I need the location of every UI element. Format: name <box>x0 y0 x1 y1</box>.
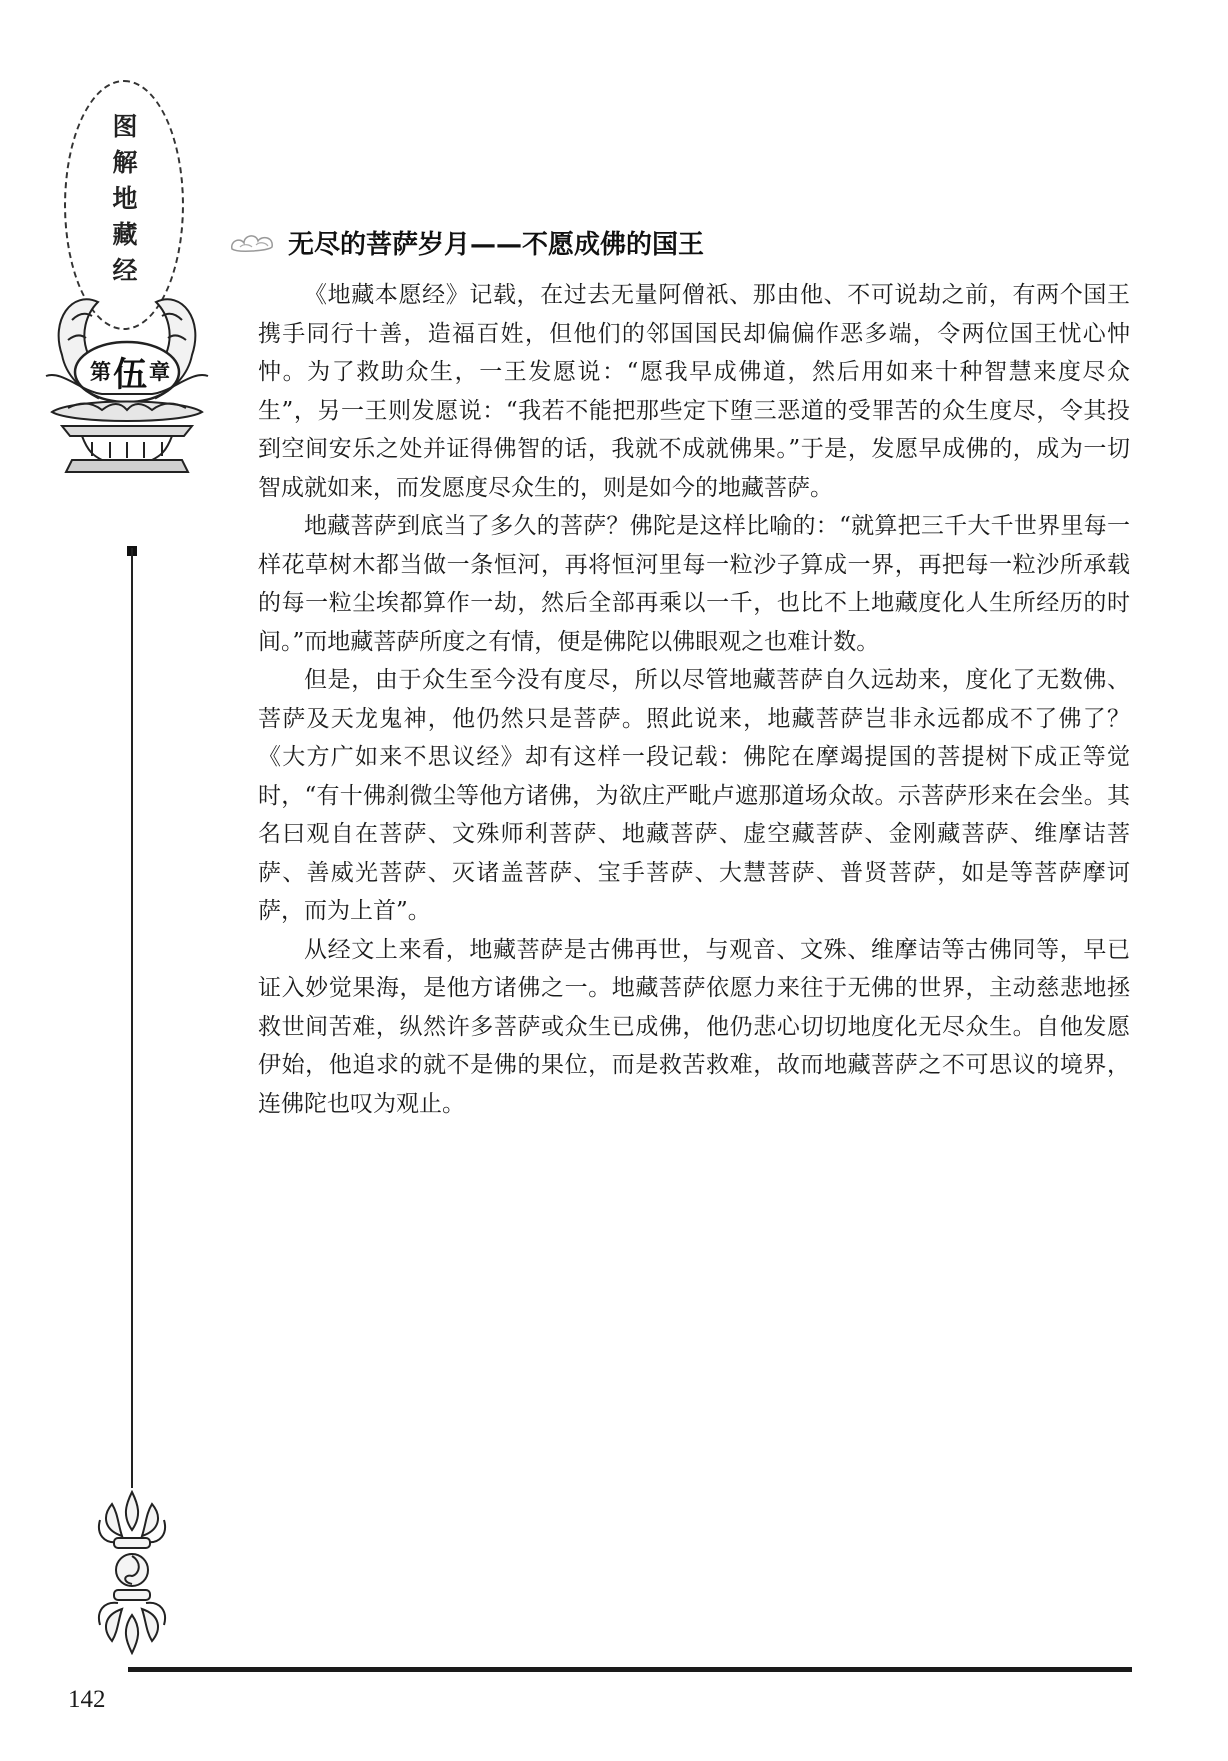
series-title <box>103 112 147 286</box>
chapter-number: 伍 <box>113 354 147 395</box>
sidebar-vertical-rule <box>131 548 133 1488</box>
section-heading <box>228 224 704 261</box>
footer-rule <box>128 1667 1132 1672</box>
series-title-char: 地 <box>112 184 138 213</box>
chapter-badge <box>84 349 176 393</box>
series-title-char: 藏 <box>112 220 138 249</box>
paragraph: 地藏菩萨到底当了多久的菩萨？佛陀是这样比喻的：“就算把三千大千世界里每一样花草树木都当做一条恒河，再将恒河里每一粒沙子算成一界，再把每一粒沙所承载的每一粒尘埃都算作一劫，然后全部再乘以一千，也比不上地藏度化人生所经历的时间。”而地藏菩萨所度之有情，便是佛陀以佛眼观之也难计数。 <box>258 513 1130 655</box>
paragraph: 《地藏本愿经》记载，在过去无量阿僧祇、那由他、不可说劫之前，有两个国王携手同行十善，造福百姓，但他们的邻国国民却偏偏作恶多端，令两位国王忧心忡忡。为了救助众生，一王发愿说：“愿我早成佛道，然后用如来十种智慧来度尽众生”，另一王则发愿说：“我若不能把那些定下堕三恶道的受罪苦的众生度尽，令其投到空间安乐之处并证得佛智的话，我就不成就佛果。”于是，发愿早成佛的，成为一切智成就如来，而发愿度尽众生的，则是如今的地藏菩萨。 <box>258 282 1130 501</box>
paragraph: 从经文上来看，地藏菩萨是古佛再世，与观音、文殊、维摩诘等古佛同等，早已证入妙觉果海，是他方诸佛之一。地藏菩萨依愿力来往于无佛的世界，主动慈悲地拯救世间苦难，纵然许多菩萨或众生已成佛，他仍悲心切切地度化无尽众生。自他发愿伊始，他追求的就不是佛的果位，而是救苦救难，故而地藏菩萨之不可思议的境界，连佛陀也叹为观止。 <box>258 936 1130 1117</box>
section-title: 无尽的菩萨岁月——不愿成佛的国王 <box>288 230 705 260</box>
series-title-char: 解 <box>112 148 138 177</box>
cloud-ornament-icon <box>228 231 278 255</box>
chapter-prefix: 第 <box>90 360 111 384</box>
article-body <box>258 276 1130 1123</box>
paragraph: 但是，由于众生至今没有度尽，所以尽管地藏菩萨自久远劫来，度化了无数佛、菩萨及天龙鬼神，他仍然只是菩萨。照此说来，地藏菩萨岂非永远都成不了佛了？《大方广如来不思议经》却有这样一段记载：佛陀在摩竭提国的菩提树下成正等觉时，“有十佛刹微尘等他方诸佛，为欲庄严毗卢遮那道场众故。示菩萨形来在会坐。其名曰观自在菩萨、文殊师利菩萨、地藏菩萨、虚空藏菩萨、金刚藏菩萨、维摩诘菩萨、善威光菩萨、灭诸盖菩萨、宝手菩萨、大慧菩萨、普贤菩萨，如是等菩萨摩诃萨，而为上首”。 <box>258 667 1130 924</box>
vajra-ornament-icon <box>92 1490 172 1655</box>
series-title-char: 图 <box>112 112 138 141</box>
chapter-suffix: 章 <box>149 360 170 384</box>
series-title-char: 经 <box>112 256 138 285</box>
page-number: 142 <box>68 1686 106 1713</box>
